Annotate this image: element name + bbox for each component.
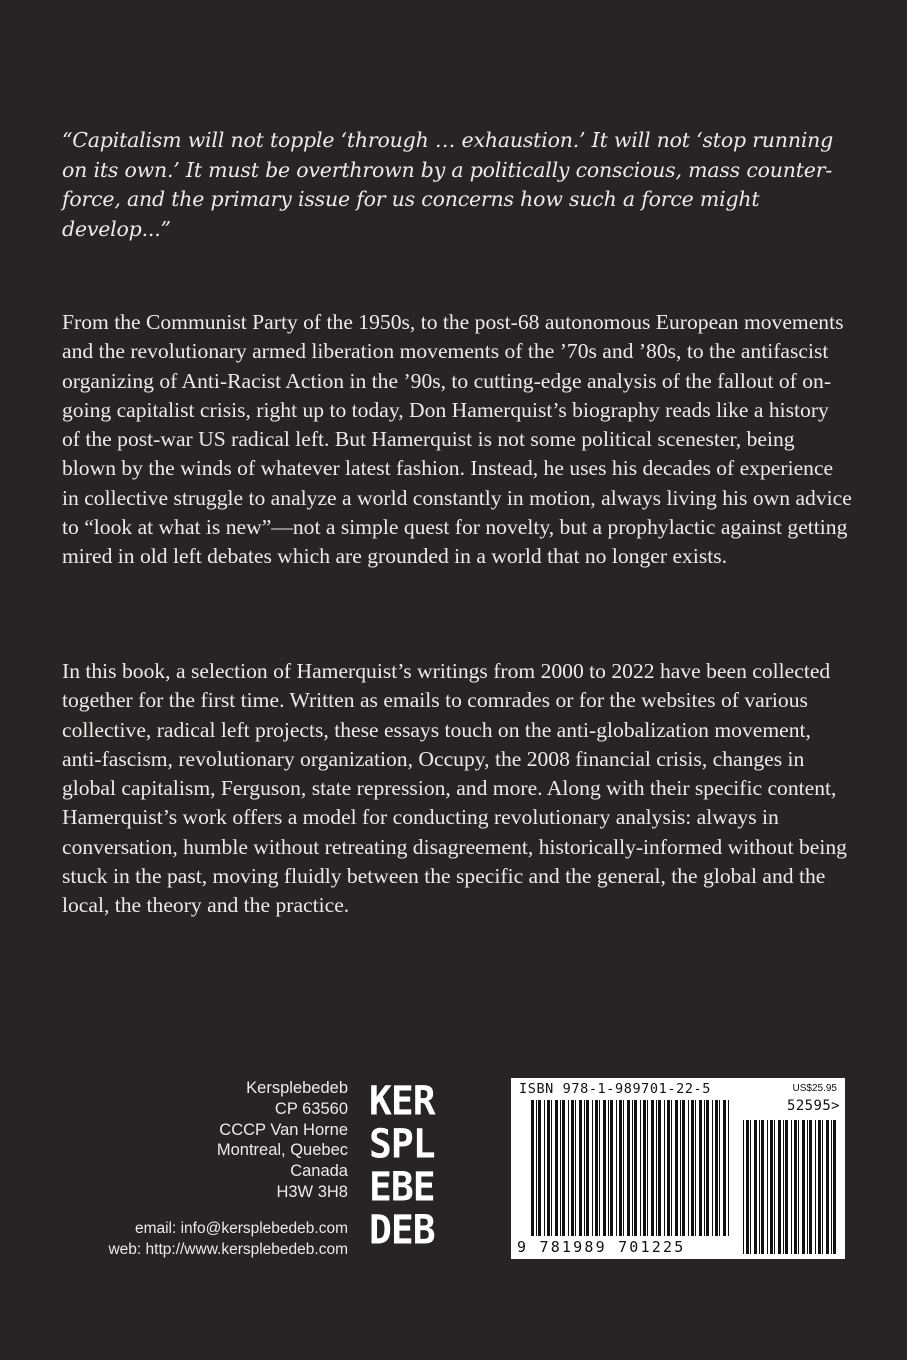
barcode-bar	[778, 1120, 781, 1254]
description-paragraph-2: In this book, a selection of Hamerquist’s writings from 2000 to 2022 have been collected together for the first time. Written as emails to comrades or for the websites of various collective, radical left projects, these essays touch on the anti-globalization movement, anti-fascism, revolutionary organization, Occupy, the 2008 financial crisis, changes in global capitalism, Ferguson, state repression, and more. Along with their specific content, Hamerquist’s work offers a model for conducting revolutionary analysis: always in conversation, humble without retreating disagreement, historically-informed without being stuck in the past, moving fluidly between the specific and the general, the global and the local, the theory and the practice.	[62, 659, 847, 918]
barcode-bar	[616, 1100, 617, 1236]
ean-digits: 9 781989 701225	[517, 1238, 686, 1256]
address-line: CCCP Van Horne	[219, 1120, 348, 1139]
barcode-bar	[664, 1100, 665, 1236]
isbn-barcode	[511, 1078, 845, 1259]
barcode-bar	[656, 1100, 657, 1236]
publisher-address	[150, 1078, 348, 1203]
barcode-bar	[619, 1100, 622, 1236]
back-cover-quote: “Capitalism will not topple ‘through … exhaustion.’ It will not ‘stop running on its own.’ It must be overthrown by a politically conscious, mass counter-force, and the primary issue for us concerns how such a force might develop...”	[62, 128, 834, 241]
logo-line: EBE	[369, 1163, 435, 1211]
barcode-bar	[627, 1100, 630, 1236]
barcode-bar	[794, 1120, 797, 1254]
barcode-bar	[658, 1100, 661, 1236]
barcode-bar	[544, 1100, 545, 1236]
price-code: 52595>	[787, 1098, 840, 1114]
barcode-bar	[634, 1100, 637, 1236]
barcode-bar	[671, 1100, 672, 1236]
publisher-contact	[40, 1219, 348, 1260]
barcode-bar	[682, 1100, 685, 1236]
barcode-bar	[579, 1100, 582, 1236]
barcode-bar	[562, 1100, 565, 1236]
barcode-bar	[723, 1100, 726, 1236]
barcode-bar	[754, 1120, 757, 1254]
barcode-bar	[551, 1100, 552, 1236]
barcode-bar	[547, 1100, 550, 1236]
barcode-bar	[680, 1100, 681, 1236]
address-line: H3W 3H8	[276, 1182, 348, 1201]
barcode-bar	[568, 1100, 569, 1236]
barcode-bar	[798, 1120, 799, 1254]
publisher-name: Kersplebedeb	[246, 1079, 348, 1097]
barcode-bar	[691, 1100, 694, 1236]
logo-line: SPL	[369, 1120, 435, 1168]
barcode-bar	[712, 1100, 713, 1236]
barcode-bar	[826, 1120, 829, 1254]
barcode-bar	[675, 1100, 678, 1236]
barcode-bar	[706, 1100, 709, 1236]
barcode-bar	[555, 1100, 558, 1236]
barcode-bar	[815, 1120, 816, 1254]
barcode-bar	[623, 1100, 624, 1236]
barcode-bar	[791, 1120, 792, 1254]
barcode-bar	[783, 1120, 784, 1254]
address-line: Canada	[290, 1162, 348, 1181]
barcode-bar	[651, 1100, 654, 1236]
barcode-bar	[586, 1100, 589, 1236]
barcode-bar	[774, 1120, 775, 1254]
barcode-bar	[699, 1100, 702, 1236]
barcode-bar	[807, 1120, 808, 1254]
address-line: Montreal, Quebec	[216, 1141, 348, 1160]
barcode-bar	[770, 1120, 773, 1254]
barcode-bar	[767, 1120, 768, 1254]
barcode-bar	[595, 1100, 598, 1236]
barcode-bar	[536, 1100, 537, 1236]
logo-line: KER	[369, 1077, 435, 1125]
barcode-bar	[610, 1100, 613, 1236]
publisher-email: email: info@kersplebedeb.com	[134, 1220, 348, 1237]
barcode-bar	[538, 1100, 541, 1236]
barcode-bar	[802, 1120, 805, 1254]
barcode-bar	[750, 1120, 751, 1254]
barcode-bar	[759, 1120, 760, 1254]
barcode-bar	[640, 1100, 641, 1236]
barcode-bar	[592, 1100, 593, 1236]
barcode-bar	[831, 1120, 832, 1254]
barcode-bar	[647, 1100, 648, 1236]
barcode-bar	[761, 1120, 764, 1254]
barcode-bar	[599, 1100, 600, 1236]
barcode-bar	[719, 1100, 720, 1236]
publisher-website: web: http://www.kersplebedeb.com	[108, 1240, 348, 1258]
publisher-logo	[369, 1077, 465, 1254]
barcode-bar	[695, 1100, 696, 1236]
price-label: US$25.95	[792, 1083, 837, 1094]
barcode-bar	[608, 1100, 609, 1236]
barcode-bar	[643, 1100, 646, 1236]
barcode-bar	[785, 1120, 788, 1254]
barcode-bar	[560, 1100, 561, 1236]
barcode-bar	[667, 1100, 670, 1236]
barcode-bar	[743, 1120, 744, 1254]
barcode-bar	[833, 1120, 836, 1254]
barcode-bar	[728, 1100, 729, 1236]
address-line: CP 63560	[274, 1099, 348, 1118]
logo-line: DEB	[369, 1206, 435, 1254]
isbn-label: ISBN 978-1-989701-22-5	[519, 1081, 712, 1097]
barcode-bar	[715, 1100, 718, 1236]
barcode-bar	[746, 1120, 749, 1254]
barcode-bar	[822, 1120, 823, 1254]
barcode-bar	[584, 1100, 585, 1236]
barcode-bar	[575, 1100, 576, 1236]
barcode-bar	[704, 1100, 705, 1236]
barcode-bar	[531, 1100, 534, 1236]
barcode-bar	[632, 1100, 633, 1236]
description-paragraph-1: From the Communist Party of the 1950s, to the post-68 autonomous European movements and the revolutionary armed liberation movements of the ’70s and ’80s, to the antifascist organizing of Anti-Racist Action in the ’90s, to cutting-edge analysis of the fallout of on-going capitalist crisis, right up to today, Don Hamerquist’s biography reads like a history of the post-war US radical left. But Hamerquist is not some political scenester, being blown by the winds of whatever latest fashion. Instead, he uses his decades of experience in collective struggle to analyze a world constantly in motion, always living his own advice to “look at what is new”—not a simple quest for novelty, but a prophylactic against getting mired in old left debates which are grounded in a world that no longer exists.	[62, 310, 852, 569]
barcode-bar	[571, 1100, 574, 1236]
barcode-bar	[818, 1120, 821, 1254]
barcode-bar	[603, 1100, 606, 1236]
barcode-bar	[809, 1120, 812, 1254]
barcode-bar	[688, 1100, 689, 1236]
